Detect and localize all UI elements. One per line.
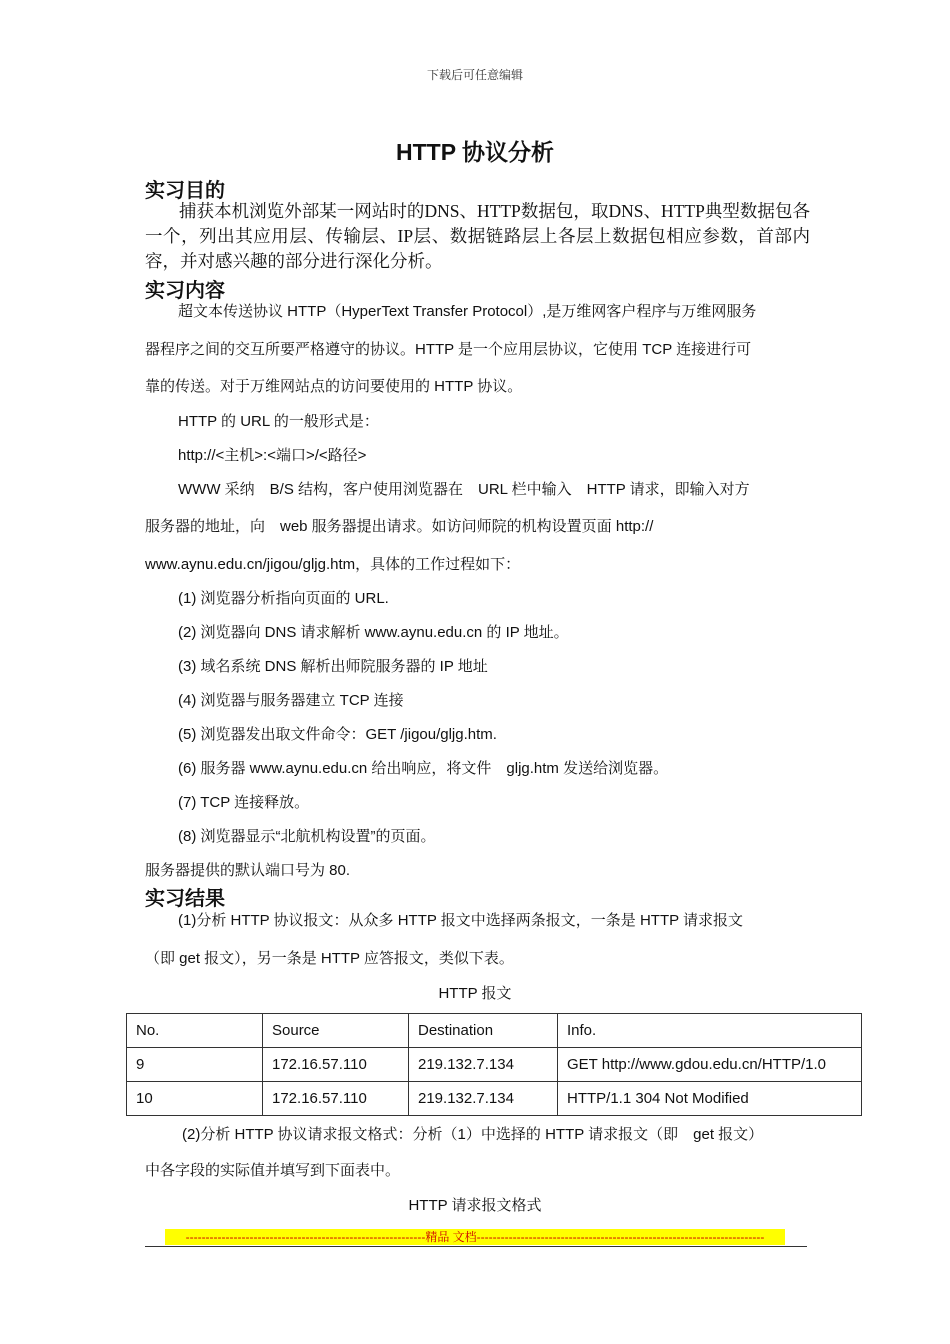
content-line: 超文本传送协议 HTTP（HyperText Transfer Protocol）,是万维网客户程序与万维网服务 xyxy=(178,303,757,320)
table-header-cell: No. xyxy=(127,1014,263,1048)
table-cell: 10 xyxy=(127,1082,263,1116)
http-message-table xyxy=(126,1013,862,1116)
content-line: HTTP 的 URL 的一般形式是： xyxy=(178,413,379,430)
content-line: www.aynu.edu.cn/jigou/gljg.htm，具体的工作过程如下： xyxy=(145,556,521,573)
header-note: 下载后可任意编辑 xyxy=(426,68,523,82)
content-line: 服务器的地址，向 web 服务器提出请求。如访问师院的机构设置页面 http:// xyxy=(145,518,654,535)
table-cell: GET http://www.gdou.edu.cn/HTTP/1.0 xyxy=(558,1048,862,1082)
section-heading-purpose: 实习目的 xyxy=(145,180,225,202)
table-cell: 219.132.7.134 xyxy=(409,1082,558,1116)
results-line: （即 get 报文），另一条是 HTTP 应答报文，类似下表。 xyxy=(145,950,514,967)
step-item: (4) 浏览器与服务器建立 TCP 连接 xyxy=(178,692,404,709)
section-heading-content: 实习内容 xyxy=(145,280,225,302)
content-line: 靠的传送。对于万维网站点的访问要使用的 HTTP 协议。 xyxy=(145,378,523,395)
results-line: (1)分析 HTTP 协议报文：从众多 HTTP 报文中选择两条报文，一条是 HTTP 请求报文 xyxy=(178,912,744,929)
table-cell: 219.132.7.134 xyxy=(409,1048,558,1082)
step-item: (6) 服务器 www.aynu.edu.cn 给出响应，将文件 gljg.htm 发送给浏览器。 xyxy=(178,760,669,777)
step-item: (2) 浏览器向 DNS 请求解析 www.aynu.edu.cn 的 IP 地址。 xyxy=(178,624,569,641)
step-item: (3) 域名系统 DNS 解析出师院服务器的 IP 地址 xyxy=(178,658,488,675)
table-row xyxy=(127,1082,862,1116)
step-item: (7) TCP 连接释放。 xyxy=(178,794,310,811)
table-header-cell: Source xyxy=(263,1014,409,1048)
footer-watermark: ------------------------------------------------------------精品 文档------------------------------------------------------------------------ xyxy=(165,1229,785,1245)
table-caption: HTTP 报文 xyxy=(438,985,512,1002)
table-row xyxy=(127,1048,862,1082)
purpose-paragraph: 捕获本机浏览外部某一网站时的DNS、HTTP数据包，取DNS、HTTP典型数据包各一个，列出其应用层、传输层、IP层、数据链路层上各层上数据包相应参数，首部内容，并对感兴趣的部分进行深化分析。 xyxy=(145,201,810,271)
results-line: 中各字段的实际值并填写到下面表中。 xyxy=(145,1162,401,1179)
section-heading-results: 实习结果 xyxy=(145,888,225,910)
step-item: (5) 浏览器发出取文件命令：GET /jigou/gljg.htm. xyxy=(178,726,497,743)
table-header-cell: Destination xyxy=(409,1014,558,1048)
table-cell: 172.16.57.110 xyxy=(263,1082,409,1116)
step-item: (1) 浏览器分析指向页面的 URL. xyxy=(178,590,389,607)
page-title: HTTP 协议分析 xyxy=(395,139,555,165)
step-item: (8) 浏览器显示“北航机构设置”的页面。 xyxy=(178,828,436,845)
table-cell: 9 xyxy=(127,1048,263,1082)
url-format: http://<主机>:<端口>/<路径> xyxy=(178,447,367,464)
results-line: (2)分析 HTTP 协议请求报文格式：分析（1）中选择的 HTTP 请求报文（即 get 报文） xyxy=(182,1126,764,1143)
port-note: 服务器提供的默认端口号为 80. xyxy=(145,862,351,879)
table-cell: HTTP/1.1 304 Not Modified xyxy=(558,1082,862,1116)
table2-caption: HTTP 请求报文格式 xyxy=(408,1197,542,1214)
content-line: 器程序之间的交互所要严格遵守的协议。HTTP 是一个应用层协议，它使用 TCP 连接进行可 xyxy=(145,341,752,358)
content-line: WWW 采纳 B/S 结构，客户使用浏览器在 URL 栏中输入 HTTP 请求，即输入对方 xyxy=(178,481,750,498)
table-cell: 172.16.57.110 xyxy=(263,1048,409,1082)
table-header-cell: Info. xyxy=(558,1014,862,1048)
footer-rule xyxy=(145,1246,807,1247)
table-header-row xyxy=(127,1014,862,1048)
